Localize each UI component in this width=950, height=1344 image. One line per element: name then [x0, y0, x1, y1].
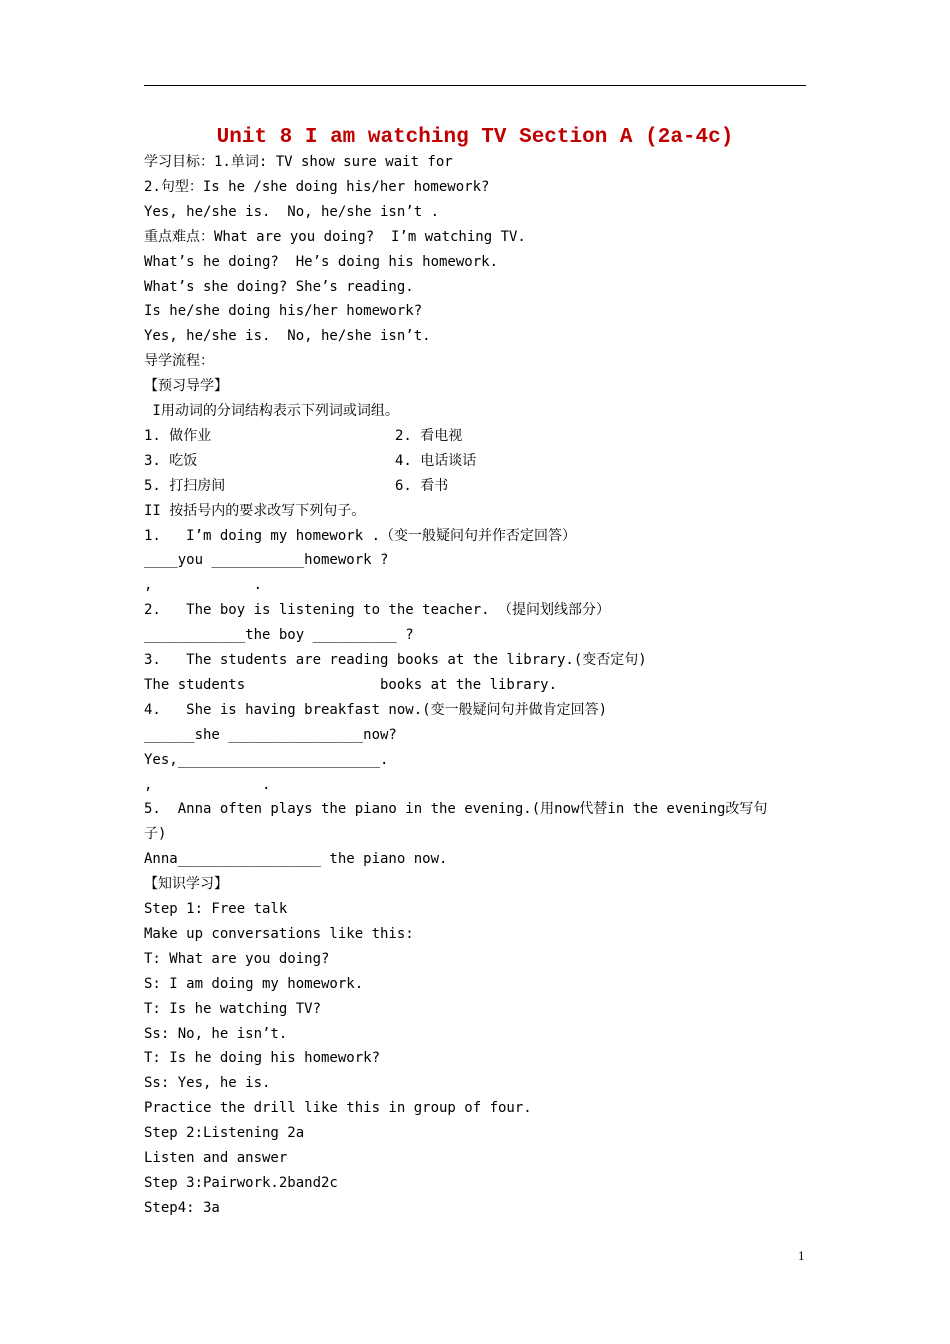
text-line	[144, 452, 477, 470]
line-text: 学习目标：1.单词: TV show sure wait for	[144, 154, 453, 170]
text-line	[144, 327, 431, 345]
text-line	[144, 1099, 532, 1117]
text-line	[144, 278, 414, 296]
text-line	[144, 1149, 287, 1167]
text-line	[144, 850, 447, 868]
text-line	[144, 253, 498, 271]
line-text: 【预习导学】	[144, 378, 228, 395]
text-line	[144, 1124, 304, 1142]
line-text: 2.句型：Is he /she doing his/her homework?	[144, 178, 490, 195]
text-line	[144, 651, 647, 669]
line-text: Yes,________________________.	[144, 751, 389, 768]
line-text-column-2: 2. 看电视	[395, 427, 463, 444]
line-text: Step 3:Pairwork.2band2c	[144, 1174, 338, 1191]
line-text: T: Is he doing his homework?	[144, 1050, 381, 1067]
line-text: 3. 吃饭	[144, 452, 198, 469]
line-text: I用动词的分词结构表示下列词或词组。	[144, 403, 399, 419]
line-text: ______she ________________now?	[144, 726, 397, 743]
text-line	[144, 153, 453, 171]
text-line	[144, 925, 414, 943]
text-line	[144, 1000, 321, 1018]
line-text: ____________the boy __________ ?	[144, 627, 414, 644]
line-text: 导学流程：	[144, 353, 214, 370]
text-line	[144, 751, 388, 769]
document-title: Unit 8 I am watching TV Section A (2a-4c)	[216, 126, 734, 149]
line-text: S: I am doing my homework.	[144, 975, 364, 992]
line-text: 3. The students are reading books at the library.(变否定句)	[144, 652, 647, 668]
text-line	[144, 875, 228, 893]
line-text: Practice the drill like this in group of four.	[144, 1100, 532, 1117]
text-line	[144, 527, 576, 545]
line-text-column-2: 4. 电话谈话	[395, 452, 477, 469]
text-line	[144, 228, 526, 246]
text-line	[144, 1049, 380, 1067]
text-line	[144, 950, 329, 968]
line-text: Is he/she doing his/her homework?	[144, 303, 423, 320]
text-line	[144, 551, 388, 569]
text-line	[144, 302, 422, 320]
text-line	[144, 900, 287, 918]
text-line	[144, 427, 463, 445]
line-text: What’s he doing? He’s doing his homework.	[144, 253, 499, 270]
line-text: Yes, he/she is. No, he/she isn’t.	[144, 328, 431, 345]
text-line	[144, 203, 439, 221]
text-line	[144, 800, 767, 818]
text-line	[144, 701, 607, 719]
line-text: 1. 做作业	[144, 427, 212, 444]
text-line	[144, 601, 610, 619]
line-text: ____you ___________homework ?	[144, 552, 389, 569]
text-line	[144, 776, 270, 794]
text-line	[144, 377, 228, 395]
text-line	[144, 975, 363, 993]
line-text: Yes, he/she is. No, he/she isn’t .	[144, 203, 440, 220]
line-text: , .	[144, 577, 263, 594]
line-text: , .	[144, 776, 271, 793]
line-text: 4. She is having breakfast now.(变一般疑问句并做肯定回答)	[144, 701, 608, 718]
text-line	[144, 1174, 338, 1192]
line-text: What’s she doing? She’s reading.	[144, 278, 414, 295]
text-line	[144, 576, 262, 594]
line-text: Make up conversations like this:	[144, 925, 414, 942]
page-number: 1	[798, 1248, 805, 1263]
line-text: 1. I’m doing my homework .（变一般疑问句并作否定回答）	[144, 527, 577, 544]
text-line	[144, 1074, 270, 1092]
line-text: 重点难点：What are you doing? I’m watching TV.	[144, 228, 526, 245]
line-text: 5. Anna often plays the piano in the evening.(用now代替in the evening改写句	[144, 801, 768, 818]
text-line	[144, 1199, 220, 1217]
line-text: Step 1: Free talk	[144, 901, 288, 917]
line-text: Step 2:Listening 2a	[144, 1125, 305, 1142]
text-line	[144, 502, 365, 520]
line-text: Anna_________________ the piano now.	[144, 851, 448, 868]
line-text: The students books at the library.	[144, 676, 558, 693]
text-line	[144, 676, 557, 694]
line-text: 5. 打扫房间	[144, 477, 226, 494]
line-text: Ss: Yes, he is.	[144, 1075, 271, 1092]
line-text-column-2: 6. 看书	[395, 477, 449, 494]
line-text: Listen and answer	[144, 1150, 288, 1166]
text-line	[144, 626, 414, 644]
text-line	[144, 352, 214, 370]
text-line	[144, 477, 449, 495]
text-line	[144, 825, 166, 843]
text-line	[144, 402, 399, 420]
text-line	[144, 1025, 287, 1043]
header-rule	[144, 85, 806, 86]
line-text: T: Is he watching TV?	[144, 1000, 322, 1017]
text-line	[144, 178, 489, 196]
line-text: Step4: 3a	[144, 1199, 220, 1216]
line-text: Ss: No, he isn’t.	[144, 1025, 288, 1042]
line-text: 【知识学习】	[144, 876, 228, 893]
line-text: 子)	[144, 826, 167, 843]
text-line	[144, 726, 397, 744]
line-text: T: What are you doing?	[144, 950, 330, 967]
line-text: 2. The boy is listening to the teacher. （提问划线部分）	[144, 602, 611, 619]
line-text: II 按括号内的要求改写下列句子。	[144, 502, 366, 519]
